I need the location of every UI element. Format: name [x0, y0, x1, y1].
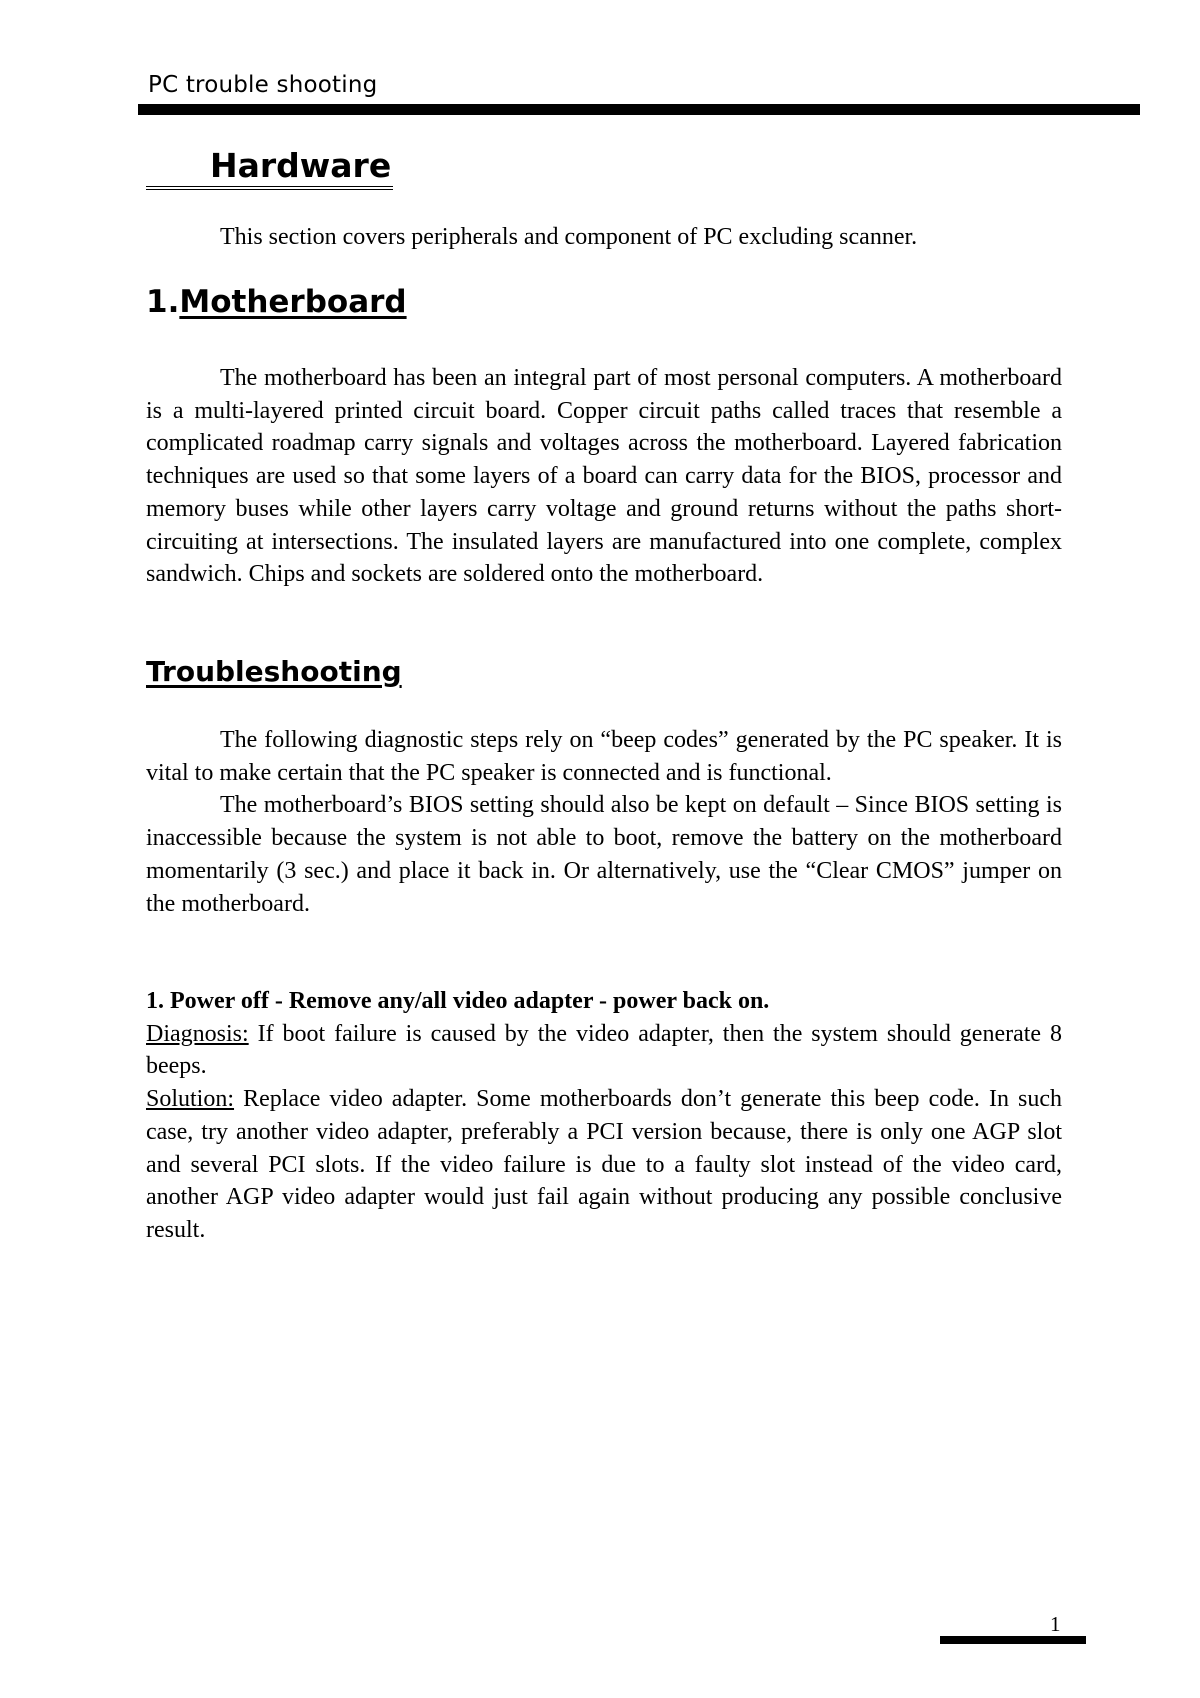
troubleshooting-intro-block — [146, 724, 1062, 920]
motherboard-paragraph-block — [146, 362, 1062, 591]
motherboard-paragraph: The motherboard has been an integral part of most personal computers. A motherboard is a multi-layered printed circuit board. Copper circuit paths called traces that resemble a complicated roadmap carry signals and voltages across the motherboard. Layered fabrication techniques are used so that some layers of a board can carry data for the BIOS, processor and memory buses while other layers carry voltage and ground returns without the paths short-circuiting at intersections. The insulated layers are manufactured into one complete, complex sandwich. Chips and sockets are soldered onto the motherboard. — [146, 365, 1062, 588]
troubleshooting-paragraph-1: The following diagnostic steps rely on “beep codes” generated by the PC speaker. It is vital to make certain that the PC speaker is connected and is functional. — [146, 727, 1062, 786]
header-title: PC trouble shooting — [148, 72, 378, 98]
motherboard-heading — [146, 282, 407, 322]
page-number: 1 — [1050, 1612, 1061, 1636]
step-1-diagnosis — [146, 1018, 1062, 1083]
header-rule — [138, 104, 1140, 115]
troubleshooting-paragraph-2: The motherboard’s BIOS setting should also be kept on default – Since BIOS setting is inaccessible because the system is not able to boot, remove the battery on the motherboard momentarily (3 sec.) and place it back in. Or alternatively, use the “Clear CMOS” jumper on the motherboard. — [146, 792, 1062, 917]
diagnosis-label: Diagnosis: — [146, 1020, 249, 1047]
solution-text: Replace video adapter. Some motherboards don’t generate this beep code. In such case, try another video adapter, preferably a PCI version because, there is only one AGP slot and several PCI slots. If the video failure is due to a faulty slot instead of the video card, another AGP video adapter would just fail again without producing any possible conclusive result. — [146, 1086, 1062, 1243]
step-1-block — [146, 985, 1062, 1247]
footer-rule — [940, 1636, 1086, 1644]
diagnosis-text: If boot failure is caused by the video adapter, then the system should generate 8 beeps. — [146, 1020, 1062, 1080]
step-1-solution — [146, 1083, 1062, 1247]
motherboard-title: Motherboard — [179, 284, 407, 320]
section-intro: This section covers peripherals and component of PC excluding scanner. — [220, 224, 918, 250]
solution-label: Solution: — [146, 1086, 235, 1113]
troubleshooting-heading: Troubleshooting — [146, 655, 402, 688]
section-title: Hardware — [146, 146, 393, 190]
motherboard-number: 1. — [146, 284, 180, 320]
step-1-heading: 1. Power off - Remove any/all video adapter - power back on. — [146, 988, 770, 1014]
